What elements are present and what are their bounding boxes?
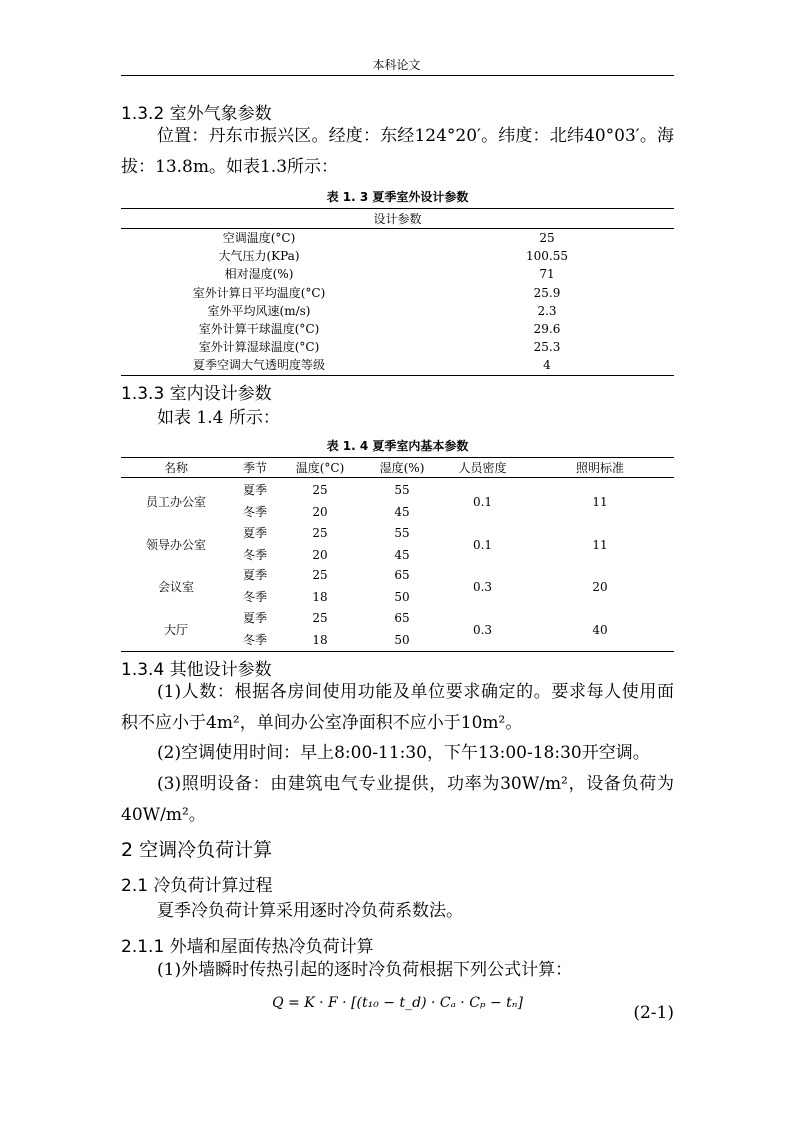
heading-2: 2 空调冷负荷计算 [121, 839, 273, 861]
paragraph-table-ref: 如表 1.4 所示： [157, 408, 280, 428]
table-1-4-season: 冬季 [242, 505, 267, 519]
table-1-3-param-value: 25 [539, 231, 555, 245]
table-1-4-humidity: 65 [394, 610, 410, 625]
table-1-4-room-name: 会议室 [157, 580, 194, 594]
paragraph-ac-hours: (2)空调使用时间：早上8:00-11:30，下午13:00-18:30开空调。 [157, 743, 650, 763]
table-1-3-top-rule [121, 208, 674, 209]
equation-number: (2-1) [633, 1003, 674, 1023]
heading-1-3-2: 1.3.2 室外气象参数 [121, 104, 272, 124]
table-1-4-density: 0.3 [472, 622, 493, 637]
table-1-4-season: 冬季 [242, 547, 267, 562]
table-1-3-param-value: 4 [543, 358, 551, 373]
table-1-4-humidity: 50 [394, 590, 410, 604]
table-1-4-lighting: 20 [592, 580, 608, 594]
table-1-4-header-rule [121, 477, 674, 478]
formula-2-1: Q = K · F · [(t₁₀ − t_d) · Cₐ · Cₚ − tₙ] [272, 995, 523, 1011]
table-1-4-room-name: 员工办公室 [145, 495, 206, 509]
table-1-3-bottom-rule [121, 375, 674, 376]
table-1-4-density: 0.1 [472, 495, 493, 509]
table-1-4-density: 0.3 [472, 580, 493, 594]
table-1-4-humidity: 65 [394, 568, 410, 582]
table-1-3-param-name: 空调温度(°C) [222, 231, 296, 245]
table-1-3-param-value: 29.6 [533, 322, 561, 336]
paragraph-method: 夏季冷负荷计算采用逐时冷负荷系数法。 [157, 901, 463, 921]
heading-1-3-3: 1.3.3 室内设计参数 [121, 384, 272, 404]
paragraph-occupancy: (1)人数：根据各房间使用功能及单位要求确定的。要求每人使用面积不应小于4m²，单间办公室净面积不应小于10m²。 [121, 682, 674, 733]
table-1-4-col-header: 温度(°C) [295, 461, 345, 475]
table-1-3-param-value: 25.3 [533, 340, 561, 355]
table-1-3-param-value: 100.55 [526, 249, 568, 264]
table-1-4-bottom-rule [121, 651, 674, 652]
table-1-3-header: 设计参数 [373, 212, 422, 226]
heading-1-3-4: 1.3.4 其他设计参数 [121, 660, 272, 680]
table-1-4-col-header: 名称 [163, 461, 188, 475]
table-1-4-temperature: 18 [312, 590, 328, 604]
page-header: 本科论文 [372, 58, 421, 72]
table-1-4-season: 夏季 [242, 610, 267, 625]
table-1-4-temperature: 25 [312, 525, 328, 540]
table-1-4-season: 夏季 [242, 568, 267, 582]
table-1-4-col-header: 季节 [242, 461, 267, 475]
table-1-4-humidity: 50 [394, 632, 410, 647]
table-1-4-temperature: 20 [312, 505, 328, 519]
table-1-4-temperature: 18 [312, 632, 328, 647]
table-1-4-temperature: 25 [312, 610, 328, 625]
table-1-3-param-name: 室外平均风速(m/s) [207, 303, 311, 318]
table-1-4-density: 0.1 [472, 537, 493, 552]
table-1-4-humidity: 55 [394, 483, 410, 497]
table-1-4-lighting: 11 [592, 495, 608, 509]
table-1-3-param-value: 2.3 [537, 303, 557, 318]
table-1-4-season: 夏季 [242, 483, 267, 497]
table-1-3-caption: 表 1. 3 夏季室外设计参数 [326, 190, 469, 204]
heading-2-1: 2.1 冷负荷计算过程 [121, 876, 273, 896]
table-1-4-col-header: 湿度(%) [379, 461, 425, 475]
table-1-4-room-name: 大厅 [163, 622, 188, 637]
paragraph-formula-intro: (1)外墙瞬时传热引起的逐时冷负荷根据下列公式计算： [157, 960, 573, 980]
table-1-4-temperature: 25 [312, 568, 328, 582]
table-1-4-season: 冬季 [242, 590, 267, 604]
table-1-3-param-value: 25.9 [533, 285, 561, 300]
table-1-4-humidity: 45 [394, 547, 410, 562]
table-1-4-room-name: 领导办公室 [145, 537, 206, 552]
table-1-3-param-value: 71 [539, 267, 555, 282]
table-1-4-top-rule [121, 457, 674, 458]
table-1-4-humidity: 45 [394, 505, 410, 519]
table-1-4-season: 冬季 [242, 632, 267, 647]
heading-2-1-1: 2.1.1 外墙和屋面传热冷负荷计算 [121, 937, 374, 957]
table-1-3-param-name: 大气压力(KPa) [218, 249, 300, 264]
table-1-3-param-name: 室外计算湿球温度(°C) [198, 340, 320, 355]
table-1-4-caption: 表 1. 4 夏季室内基本参数 [326, 439, 469, 453]
table-1-3-param-name: 室外计算日平均温度(°C) [192, 285, 326, 300]
table-1-4-season: 夏季 [242, 525, 267, 540]
table-1-3-param-name: 相对湿度(%) [224, 267, 294, 282]
table-1-4-lighting: 11 [592, 537, 608, 552]
paragraph-location: 位置：丹东市振兴区。经度：东经124°20′。纬度：北纬40°03′。海拔：13.8m。如表1.3所示： [121, 126, 674, 177]
table-1-4-col-header: 照明标准 [575, 461, 624, 475]
table-1-3-param-name: 夏季空调大气透明度等级 [192, 358, 325, 373]
table-1-4-lighting: 40 [592, 622, 608, 637]
table-1-4-col-header: 人员密度 [458, 461, 507, 475]
paragraph-lighting: (3)照明设备：由建筑电气专业提供，功率为30W/m²，设备负荷为40W/m²。 [121, 774, 674, 825]
header-rule [121, 75, 674, 76]
table-1-4-temperature: 20 [312, 547, 328, 562]
table-1-4-temperature: 25 [312, 483, 328, 497]
table-1-3-param-name: 室外计算干球温度(°C) [198, 322, 320, 336]
table-1-4-humidity: 55 [394, 525, 410, 540]
